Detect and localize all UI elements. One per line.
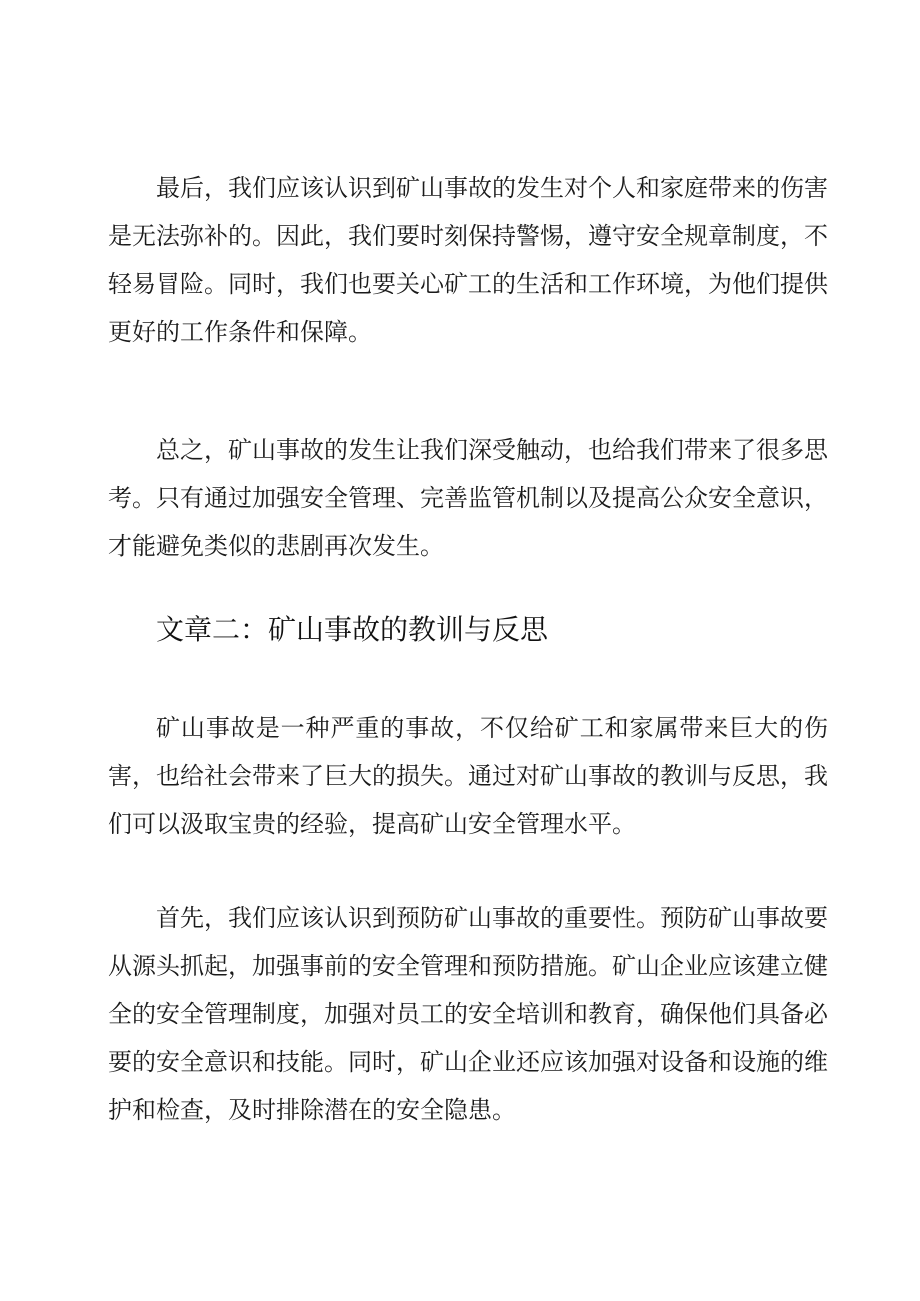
paragraph-prevention: 首先，我们应该认识到预防矿山事故的重要性。预防矿山事故要从源头抓起，加强事前的安全管理和预防措施。矿山企业应该建立健全的安全管理制度，加强对员工的安全培训和教育，确保他们具备必要的安全意识和技能。同时，矿山企业还应该加强对设备和设施的维护和检查，及时排除潜在的安全隐患。	[108, 904, 828, 1124]
article-two-heading: 文章二：矿山事故的教训与反思	[156, 613, 549, 646]
paragraph-conclusion-harm: 最后，我们应该认识到矿山事故的发生对个人和家庭带来的伤害是无法弥补的。因此，我们要时刻保持警惕，遵守安全规章制度，不轻易冒险。同时，我们也要关心矿工的生活和工作环境，为他们提供更好的工作条件和保障。	[108, 174, 828, 346]
paragraph-article-two-intro: 矿山事故是一种严重的事故，不仅给矿工和家属带来巨大的伤害，也给社会带来了巨大的损失。通过对矿山事故的教训与反思，我们可以汲取宝贵的经验，提高矿山安全管理水平。	[108, 714, 828, 838]
paragraph-summary: 总之，矿山事故的发生让我们深受触动，也给我们带来了很多思考。只有通过加强安全管理、完善监管机制以及提高公众安全意识，才能避免类似的悲剧再次发生。	[108, 436, 828, 560]
